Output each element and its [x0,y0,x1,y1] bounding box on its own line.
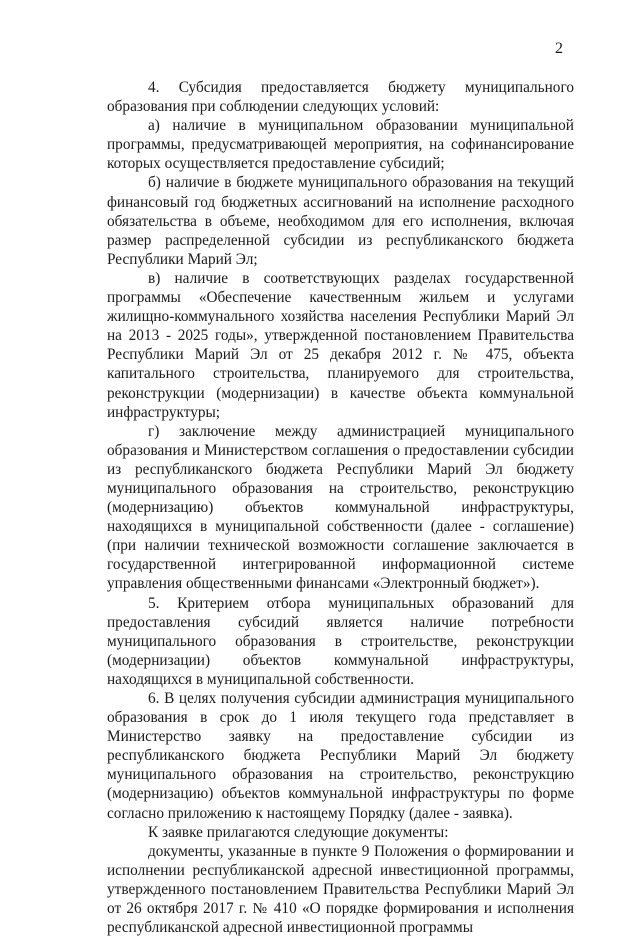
paragraph-4b: б) наличие в бюджете муниципального образования на текущий финансовый год бюджетных ассигнований на исполнение расходного обязательства в объеме, необходимом для его исполнения, включая размер распределенной субсидии из республиканского бюджета Республики Марий Эл; [107,174,574,268]
paragraph-5-criterion: 5. Критерием отбора муниципальных образований для предоставления субсидий является наличие потребности муниципального образования в строительстве, реконструкции (модернизации) объектов коммунальной инфраструктуры, находящихся в муниципальной собственности. [107,594,574,688]
paragraph-6-application: 6. В целях получения субсидии администрация муниципального образования в срок до 1 июля текущего года представляет в Министерство заявку на предоставление субсидии из республиканского бюджета Республики Марий Эл бюджету муниципального образования на строительство, реконструкцию (модернизацию) объектов коммунальной инфраструктуры по форме согласно приложению к настоящему Порядку (далее - заявка). [107,690,574,822]
paragraph-documents: документы, указанные в пункте 9 Положения о формировании и исполнении республиканской адресной инвестиционной программы, утвержденного постановлением Правительства Республики Марий Эл от 26 октября 2017 г. № 410 «О порядке формирования и исполнения республиканской адресной инвестиционной программы [107,842,574,937]
paragraph-4a: а) наличие в муниципальном образовании муниципальной программы, предусматривающей мероприятия, на софинансирование которых осуществляется предоставление субсидий; [107,117,574,173]
page-number: 2 [555,40,563,57]
paragraph-4v: в) наличие в соответствующих разделах государственной программы «Обеспечение качественным жильем и услугами жилищно-коммунального хозяйства населения Республики Марий Эл на 2013 - 2025 годы», утвержденной постановлением Правительства Республики Марий Эл от 25 декабря 2012 г. № 475, объекта капитального строительства, планируемого для строительства, реконструкции (модернизации) в качестве объекта коммунальной инфраструктуры; [107,269,574,421]
paragraph-4-conditions: 4. Субсидия предоставляется бюджету муниципального образования при соблюдении следующих условий: [107,79,574,116]
paragraph-attachments-intro: К заявке прилагаются следующие документы: [148,823,449,841]
document-body [107,78,574,937]
paragraph-4g: г) заключение между администрацией муниципального образования и Министерством соглашения о предоставлении субсидии из республиканского бюджета Республики Марий Эл бюджету муниципального образования на строительство, реконструкцию (модернизацию) объектов коммунальной инфраструктуры, находящихся в муниципальной собственности (далее - соглашение) (при наличии технической возможности соглашение заключается в государственной интегрированной информационной системе управления общественными финансами «Электронный бюджет»). [107,422,574,593]
